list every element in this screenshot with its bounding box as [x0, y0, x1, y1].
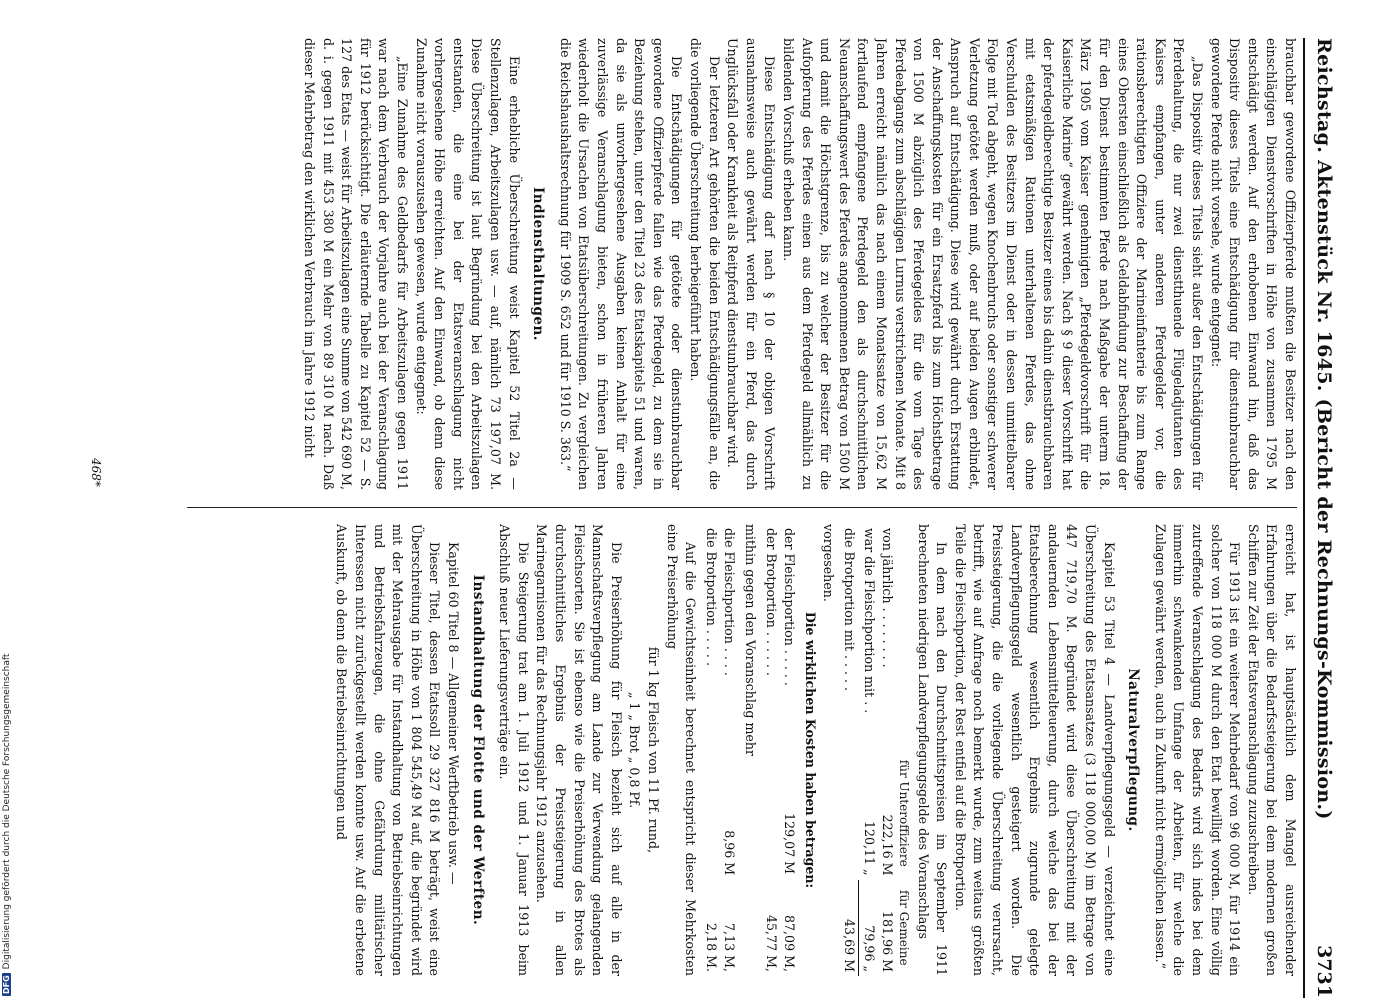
paragraph: vorgesehen. [821, 524, 837, 602]
table-header: für Unteroffiziere [897, 759, 912, 867]
paragraph: In dem nach den Durchschnittspreisen im September 1911 berechneten niedrigen Landverpflegungsgelde des Voranschlags [915, 524, 950, 976]
price-line: für 1 kg Fleisch von 11 Pf. rund, [646, 646, 661, 854]
header-rule [1303, 38, 1305, 998]
cell-value: 43,69 M [841, 919, 857, 972]
paragraph: Dieser Titel, dessen Etatssoll 29 327 816 M beträgt, weist eine Überschreitung in Höhe von 1 804 545,49 M auf, die begründet wird mit der Mehrausgabe für Instandhaltung von Betriebseinrichtungen und Betriebsfahrzeugen, die ohne Gefährdung militärischer Interessen nicht zurückgestellt werden konnte usw. Auf die erbetene Auskunft, ob denn die Betriebseinrichtungen und [334, 524, 443, 976]
row-label: die Brotportion mit . . . . . [842, 528, 858, 691]
cell-value: 79,96 „ [858, 880, 877, 976]
table-row [839, 524, 858, 976]
difference-table [701, 524, 738, 976]
table-row [761, 524, 780, 976]
paragraph: Auf die Gewichtseinheit berechnet entspricht dieser Mehrkosten eine Preiserhöhung [664, 524, 699, 976]
table-row [780, 524, 799, 976]
rotated-page-content [69, 38, 1339, 998]
left-column [179, 38, 1299, 490]
cell-value: 120,11 „ [861, 820, 877, 876]
actual-cost-table [761, 524, 798, 976]
table-row [720, 524, 739, 976]
paragraph: Für 1913 ist ein weiterer Mehrbedarf von 96 000 M, für 1914 ein solcher von 118 000 M durch den Etat bewilligt worden. Eine völlig zutreffende Veranschlagung des Bedarfs wird sich indes bei dem immerhin schwankenden Umfange der Arbeiten, für welche die Zulagen gewährt werden, auch in Zukunft nicht ermöglichen lassen.“ [1152, 524, 1243, 976]
dfg-logo-icon: DFG [2, 975, 11, 994]
cell-value: 181,96 M [880, 911, 896, 972]
section-heading: Instandhaltung der Flotte und der Werften. [469, 574, 486, 926]
paragraph: Die Entschädigungen für getötete oder dienstunbrauchbar gewordene Offizierpferde fallen wie das Pferdegeld, zu dem sie in Beziehung stehen, unter den Titel 23 des Etatskapitels 51 und waren, da sie als unvorhergesehene Ausgaben keinen Anhalt für eine zuverlässige Veranschlagung bieten, schon in früheren Jahren wiederholt die Ursachen von Etatsüberschreitungen. Zu vergleichen die Reichshaushaltsrechnung für 1909 S. 652 und für 1910 S. 363.“ [557, 38, 685, 490]
section-heading: Naturalverpflegung. [1125, 668, 1142, 832]
right-column [179, 524, 1299, 976]
row-label: die Fleischportion . . . . [722, 528, 738, 676]
paragraph: Eine erhebliche Überschreitung weist Kapitel 52 Titel 2a — Stellenzulagen, Arbeitszulagen usw. — auf, nämlich 73 197,07 M. Diese Überschreitung ist laut Begründung bei den Arbeitszulagen entstanden, die eine bei der Etatsveranschlagung nicht vorhergesehene Höhe erreichten. Auf den Einwand, ob denn diese Zunahme nicht vorauszusehen gewesen, wurde entgegnet: [413, 38, 522, 490]
cell-value: 222,16 M [880, 814, 896, 876]
section-heading: Indiensthaltungen. [530, 186, 547, 342]
page-number: 3731 [1313, 945, 1335, 998]
digitization-credit [2, 576, 12, 996]
running-head-title: Reichstag. Aktenstück Nr. 1645. (Bericht der Rechnungs-Kommission.) [1313, 38, 1335, 820]
cost-table [839, 524, 911, 976]
row-label: die Brotportion . . . . . [703, 528, 719, 666]
paragraph: „Das Dispositiv dieses Titels sieht außer den Entschädigungen für Pferdehaltung, die nur zwei dienstthuende Flügeladjutanten des Kaisers empfangen, unter anderen Pferdegelder vor, die rationsberechtigten Offiziere der Marineinfanterie bis zum Range eines Obersten einschließlich als Geldabfindung zur Beschaffung der für den Dienst bestimmten Pferde nach Maßgabe der unterm 18. März 1905 vom Kaiser genehmigten „Pferdegeldvorschrift für die Kaiserliche Marine“ gewährt werden. Nach § 9 dieser Vorschrift hat der pferdegeldberechtigte Besitzer eines bis dahin dienstbrauchbaren mit etatsmäßigen Rationen unterhaltenen Pferdes, das ohne Verschulden des Besitzers im Dienst oder in dessen unmittelbarer Folge mit Tod abgeht, wegen Knochenbruchs oder sonstiger schwerer Verletzung getötet werden muß, oder auf beiden Augen erblindet, Anspruch auf Entschädigung. Diese wird gewährt durch Erstattung der Anschaffungskosten für ein Ersatzpferd bis zum Höchstbetrage von 1500 M abzüglich des Pferdegeldes für die vom Tage des Pferdeabgangs zum abschlägigen Lurnus verstrichenen Monate. Mit 8 Jahren erreicht nämlich das nach einem Monatssatze von 15,62 M fortlaufend empfangene Pferdegeld den als durchschnittlichen Neuanschaffungswert des Pferdes angenommenen Betrag von 1500 M und damit die Höchstgrenze, bis zu welcher der Besitzer für die Aufopferung des Pferdes einen aus dem Pferdegeld allmählich zu bildenden Vorschuß erheben kann. [780, 38, 1206, 490]
paragraph: brauchbar gewordene Offizierpferde mußten die Besitzer nach den einschlägigen Dienstvorschriften in Höhe von zusammen 1795 M entschädigt werden. Auf den erhobenen Einwand hin, daß das Dispositiv dieses Titels eine Entschädigung für dienstunbrauchbar gewordene Pferde nicht vorsehe, wurde entgegnet: [1208, 38, 1298, 490]
cell-value: 2,18 M. [703, 923, 719, 972]
paragraph: Der letzteren Art gehörten die beiden Entschädigungsfälle an, die die vorliegende Überschreitung herbeigeführt haben. [688, 38, 722, 490]
cell-value: 7,13 M, [722, 923, 738, 972]
paragraph: Die Preiserhöhung für Fleisch bezieht sich auf alle in der Mannschaftsverpflegung am Lande zur Verwendung gelangenden Fleischsorten. Sie ist ebenso wie die Preiserhöhung des Brotes als durchschnittliches Ergebnis der Preissteigerung in allen Marinegarnisonen für das Rechnungsjahr 1912 anzusehen. [534, 524, 624, 976]
cell-value: 129,07 M [782, 813, 798, 875]
credit-text: Digitalisierung gefördert durch die Deutsche Forschungsgemeinschaft [2, 653, 12, 970]
row-label: war die Fleischportion mit . . [861, 528, 877, 714]
paragraph: Kapitel 60 Titel 8 — Allgemeiner Werftbetrieb usw. — [446, 542, 462, 885]
table-row [878, 524, 897, 976]
cell-value: 87,09 M, [782, 915, 798, 972]
table-header: für Gemeine [897, 890, 912, 966]
subheading: Die wirklichen Kosten haben betragen: [802, 611, 818, 889]
table-row [701, 524, 720, 976]
row-label: der Brotportion . . . . . . [763, 528, 779, 676]
paragraph: Diese Entschädigung darf nach § 10 der obigen Vorschrift ausnahmsweise auch gewährt werden für ein Pferd, das durch Unglücksfall oder Krankheit als Reitpferd dienstunbrauchbar wird. [725, 38, 778, 490]
cell-value: 8,96 M [722, 830, 738, 876]
running-header [1305, 38, 1339, 998]
column-separator [187, 507, 1297, 508]
price-line: „ 1 „ Brot „ 0,8 Pf. [627, 691, 643, 809]
row-label: von jährlich . . . . . . . . [880, 528, 896, 668]
paragraph: Kapitel 53 Titel 4 — Landverpflegungsgeld — verzeichnet eine Überschreitung des Etatsansatzes (3 118 000,00 M) im Betrage von 447 719,70 M. Begründet wird diese Überschreitung mit der andauernden Lebensmittelteuerung, durch welche das bei der Etatsberechnung wesentlich Ergebnis zugrunde gelegte Landverpflegungsgeld wesentlich gesteigert worden. Die Preissteigerung, die die vorliegende Überschreitung verursacht, betrifft, wie auf Anfrage noch bemerkt wurde, zum weitaus größten Teile die Fleischportion, der Rest entfiel auf die Brotportion. [952, 524, 1117, 976]
table-row [858, 524, 877, 976]
cell-value: 45,77 M, [763, 915, 779, 972]
paragraph: Die Steigerung trat am 1. Juli 1912 und 1. Januar 1913 beim Abschluß neuer Lieferungsverträge ein. [497, 524, 531, 976]
page-signature-mark: 468* [89, 458, 103, 487]
paragraph: erreicht hat, ist hauptsächlich dem Mangel ausreichender Erfahrungen über die Bedarfssteigerung bei dem modernen großen Schiffen zur Zeit der Etatsveranschlagung zuzuschreiben. [1245, 524, 1298, 976]
row-label: der Fleischportion . . . . . [782, 528, 798, 686]
paragraph: „Eine Zunahme des Geldbedarfs für Arbeitszulagen gegen 1911 war nach dem Verbrauch der Vorjahre auch bei der Veranschlagung für 1912 berücksichtigt. Die erläuternde Tabelle zu Kapitel 52 — S. 127 des Etats — weist für Arbeitszulagen eine Summe von 542 690 M, d. i. gegen 1911 mit 453 380 M ein Mehr von 89 310 M nach. Daß dieser Mehrbetrag den wirklichen Verbrauch im Jahre 1912 nicht [302, 38, 411, 490]
paragraph: mithin gegen den Voranschlag mehr [742, 524, 758, 756]
